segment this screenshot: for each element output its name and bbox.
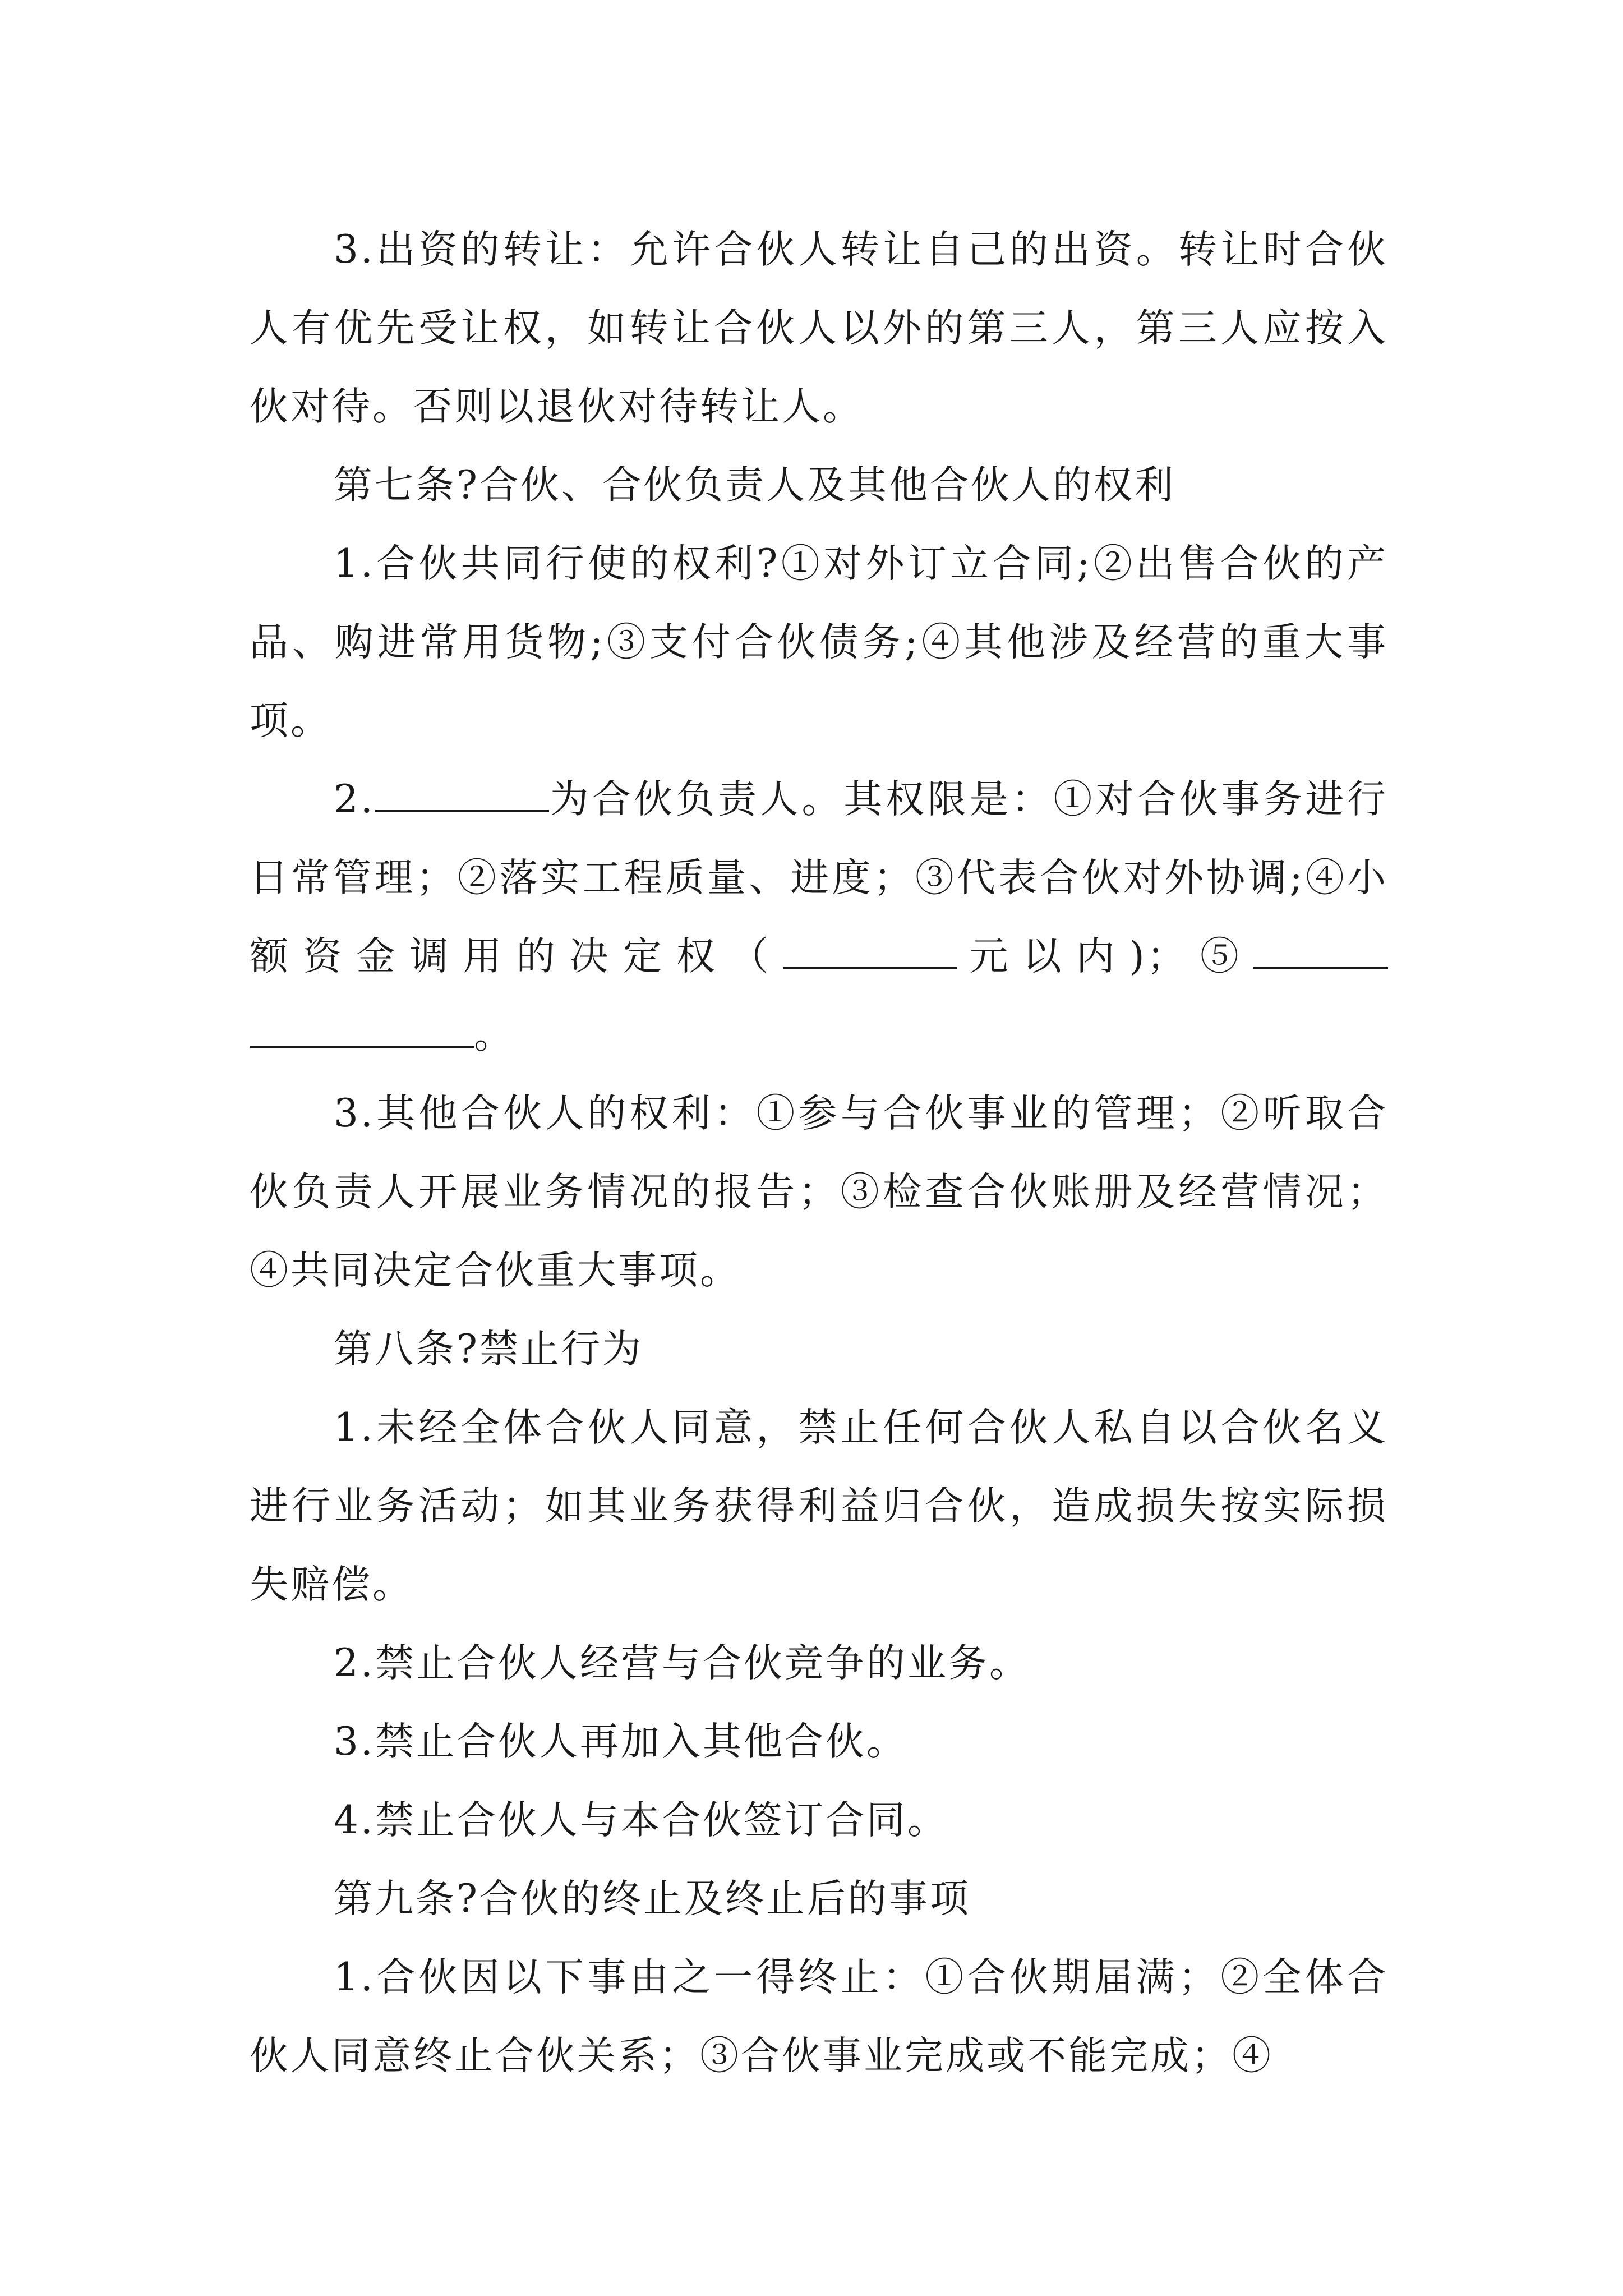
paragraph-end-mark: 。 (474, 1013, 515, 1057)
article-9-heading: 第九条?合伙的终止及终止后的事项 (334, 1876, 971, 1921)
article-7-heading: 第七条?合伙、合伙负责人及其他合伙人的权利 (334, 463, 1175, 508)
paragraph-number: 2. (334, 777, 375, 822)
other-authority-blank-continued (250, 1012, 474, 1048)
manager-name-blank (375, 776, 549, 812)
fund-limit-text: 元以内)；⑤ (957, 934, 1254, 979)
paragraph-prohibition-4: 4.禁止合伙人与本合伙签订合同。 (334, 1798, 948, 1843)
paragraph-prohibition-2: 2.禁止合伙人经营与合伙竞争的业务。 (334, 1641, 1030, 1686)
paragraph-other-partner-rights: 3.其他合伙人的权利：①参与合伙事业的管理；②听取合伙负责人开展业务情况的报告；③检查合伙账册及经营情况；④共同决定合伙重大事项。 (250, 1091, 1388, 1293)
manager-authority-text: 为合伙负责人。其权限是：①对合伙事务进行日常管理；②落实工程质量、进度；③代表合伙对外协调;④小额资金调用的决定权（ (250, 777, 1388, 979)
paragraph-prohibition-1: 1.未经全体合伙人同意，禁止任何合伙人私自以合伙名义进行业务活动；如其业务获得利益归合伙，造成损失按实际损失赔偿。 (250, 1405, 1388, 1607)
paragraph-termination-causes: 1.合伙因以下事由之一得终止：①合伙期届满；②全体合伙人同意终止合伙关系；③合伙事业完成或不能完成；④ (250, 1955, 1388, 2078)
document-body (250, 210, 1388, 2095)
paragraph-manager-authority (250, 760, 1388, 1074)
article-8-heading: 第八条?禁止行为 (334, 1327, 643, 1372)
paragraph-prohibition-3: 3.禁止合伙人再加入其他合伙。 (334, 1719, 907, 1764)
paragraph-capital-transfer: 3.出资的转让：允许合伙人转让自己的出资。转让时合伙人有优先受让权，如转让合伙人以外的第三人，第三人应按入伙对待。否则以退伙对待转让人。 (250, 227, 1388, 429)
fund-limit-blank (783, 933, 957, 969)
paragraph-joint-rights: 1.合伙共同行使的权利?①对外订立合同;②出售合伙的产品、购进常用货物;③支付合伙债务;④其他涉及经营的重大事项。 (250, 541, 1388, 743)
other-authority-blank (1253, 933, 1388, 969)
